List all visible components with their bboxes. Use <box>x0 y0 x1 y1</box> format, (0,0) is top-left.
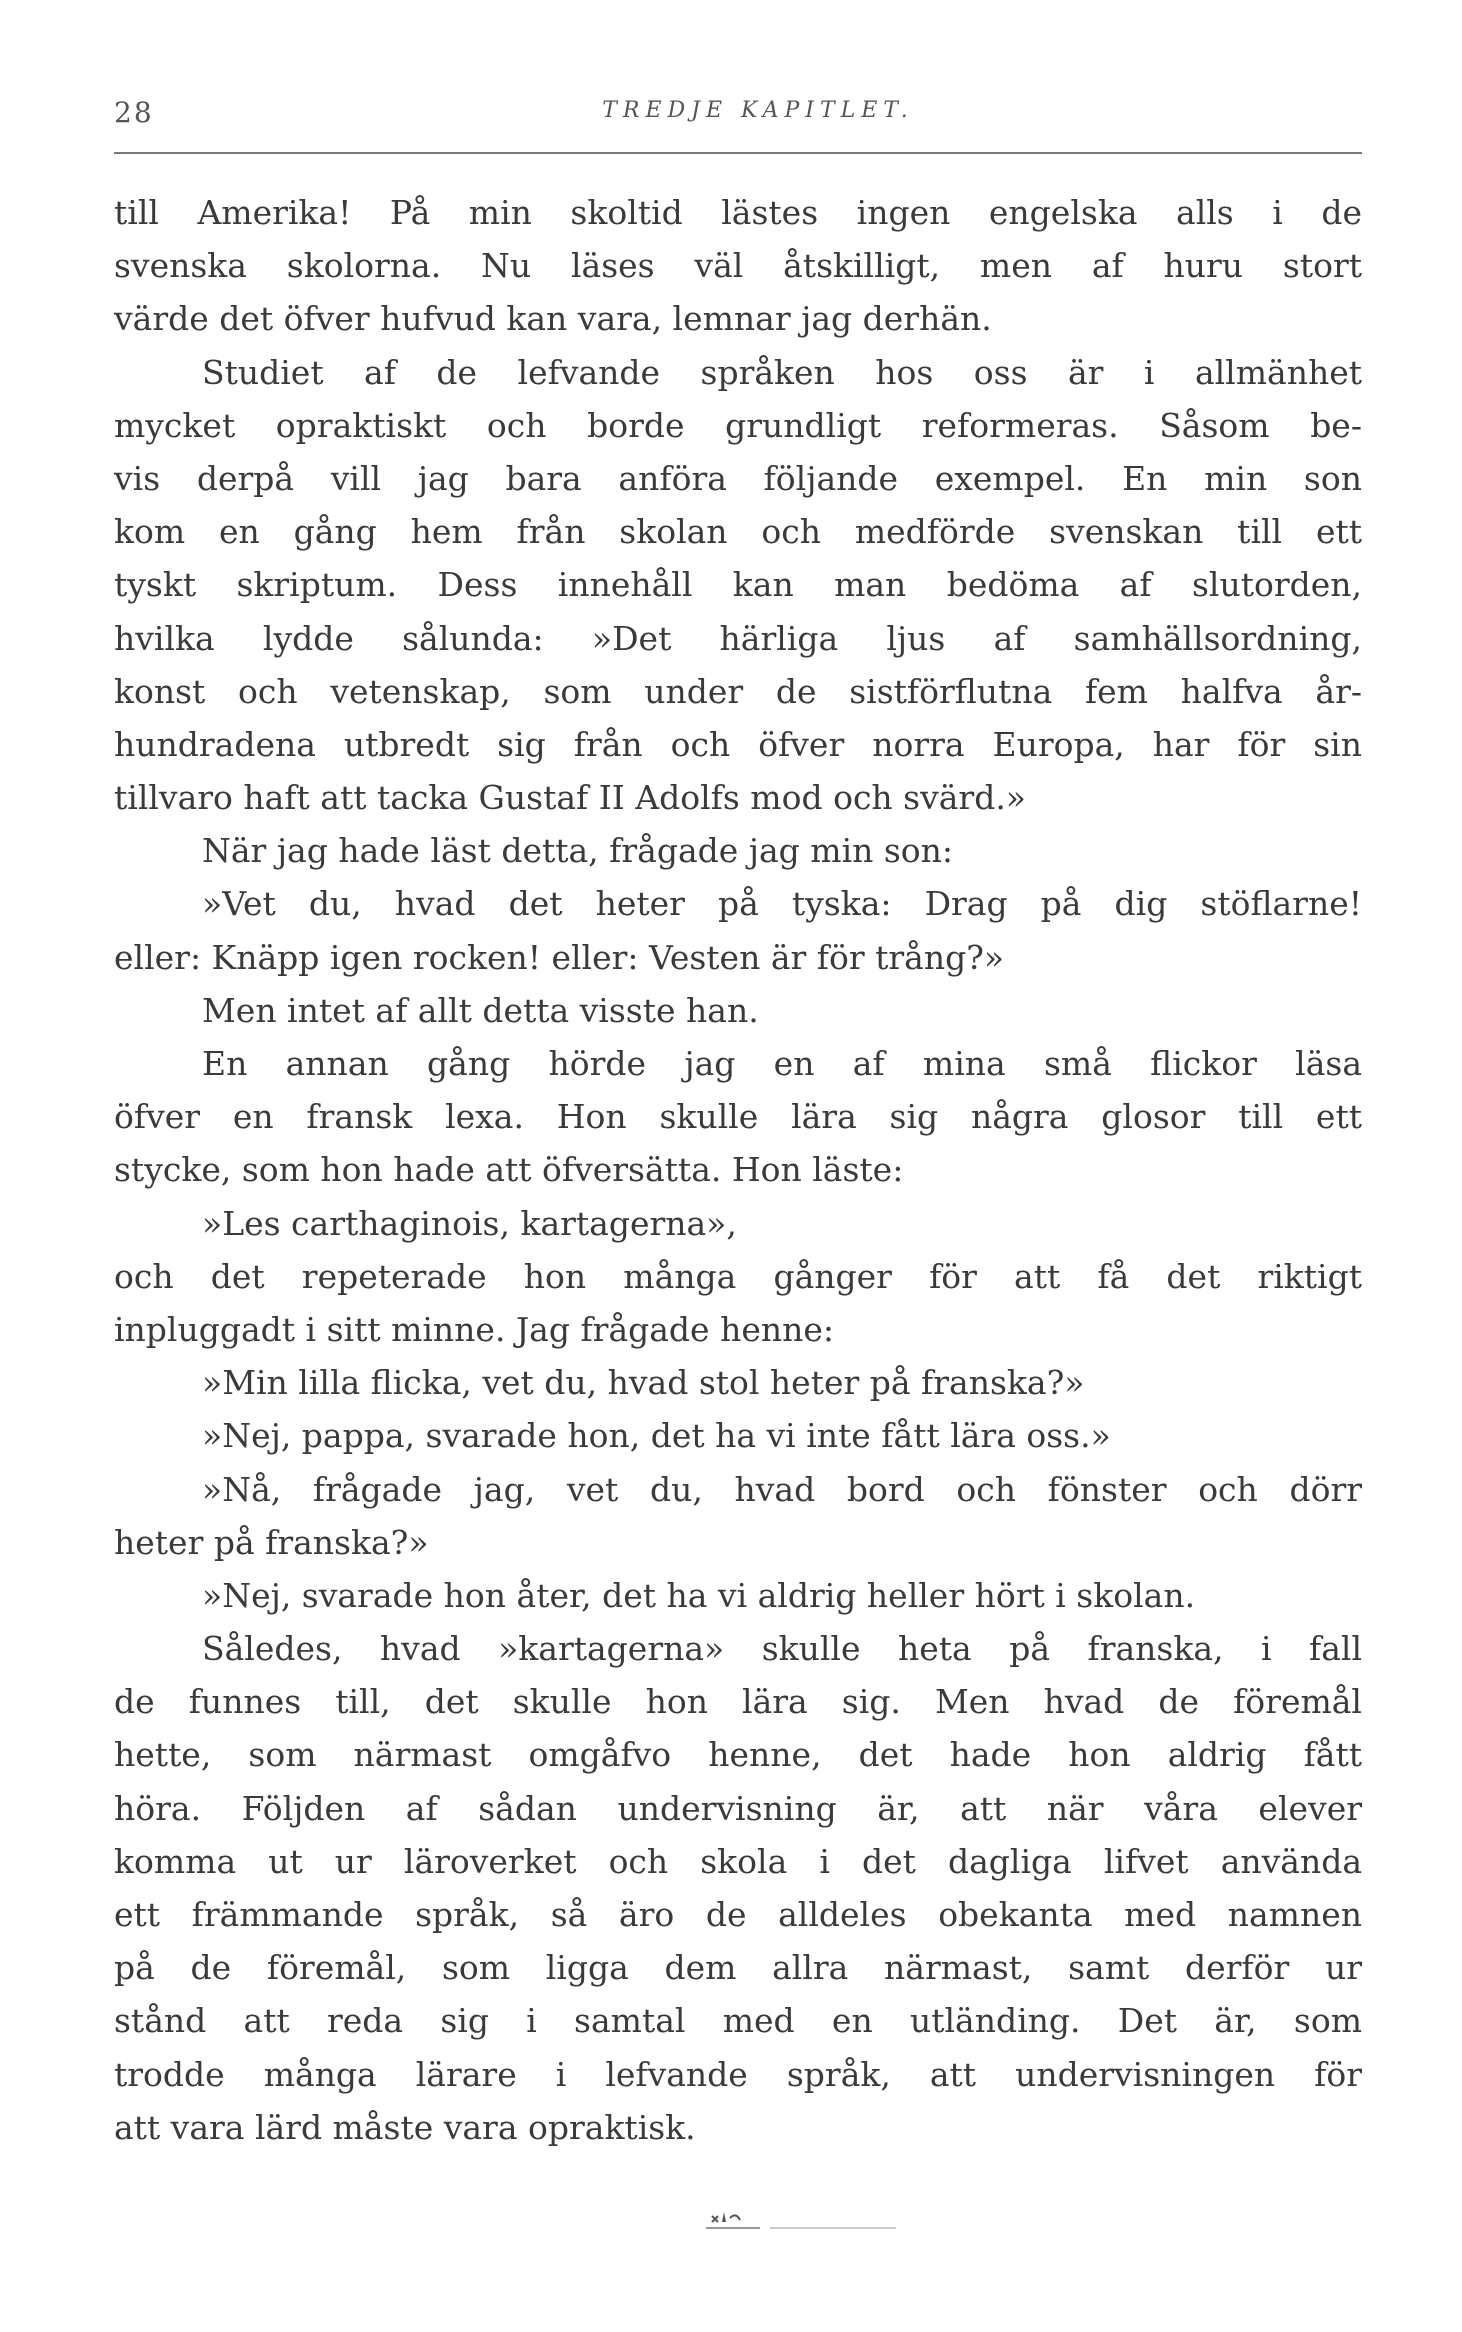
text-line: »Nå, frågade jag, vet du, hvad bord och fönster och dörr <box>202 1469 1362 1509</box>
text-line: »Min lilla flicka, vet du, hvad stol heter på franska?» <box>202 1363 1085 1403</box>
text-line: och det repeterade hon många gånger för att få det riktigt <box>114 1256 1362 1296</box>
text-line: stycke, som hon hade att öfversätta. Hon läste: <box>114 1150 904 1190</box>
text-line: tillvaro haft att tacka Gustaf II Adolfs mod och svärd.» <box>114 778 1026 818</box>
text-line: inpluggadt i sitt minne. Jag frågade henne: <box>114 1309 835 1349</box>
page-number: 28 <box>114 96 154 129</box>
text-line: konst och vetenskap, som under de sistförflutna fem halfva år- <box>114 671 1362 711</box>
text-line: komma ut ur läroverket och skola i det dagliga lifvet använda <box>114 1841 1362 1881</box>
text-line: ett främmande språk, så äro de alldeles obekanta med namnen <box>114 1895 1362 1934</box>
text-line: höra. Följden af sådan undervisning är, att när våra elever <box>114 1788 1362 1828</box>
text-line: »Les carthaginois, kartagerna», <box>202 1203 737 1243</box>
text-line: mycket opraktiskt och borde grundligt reformeras. Såsom be- <box>114 405 1362 445</box>
text-line: heter på franska?» <box>114 1522 429 1562</box>
text-line: att vara lärd måste vara opraktisk. <box>114 2107 696 2147</box>
text-line: »Nej, svarade hon åter, det ha vi aldrig heller hört i skolan. <box>202 1575 1196 1615</box>
text-line: hvilka lydde sålunda: »Det härliga ljus af samhällsordning, <box>114 618 1362 658</box>
text-line: Men intet af allt detta visste han. <box>202 990 759 1030</box>
text-line: på de föremål, som ligga dem allra närmast, samt derför ur <box>114 1948 1362 1988</box>
text-line: till Amerika! På min skoltid lästes ingen engelska alls i de <box>114 193 1362 232</box>
body-text <box>114 186 1362 2154</box>
text-line: hette, som närmast omgåfvo henne, det hade hon aldrig fått <box>114 1735 1362 1775</box>
text-line: tyskt skriptum. Dess innehåll kan man bedöma af slutorden, <box>114 565 1362 605</box>
running-title: TREDJE KAPITLET. <box>602 98 914 123</box>
text-line: När jag hade läst detta, frågade jag min son: <box>202 831 954 871</box>
text-line: de funnes till, det skulle hon lära sig. Men hvad de föremål <box>114 1682 1362 1722</box>
text-line: stånd att reda sig i samtal med en utländing. Det är, som <box>114 2001 1362 2041</box>
text-line: svenska skolorna. Nu läses väl åtskilligt, men af huru stort <box>114 246 1362 286</box>
text-line: öfver en fransk lexa. Hon skulle lära sig några glosor till ett <box>114 1097 1362 1137</box>
header-rule <box>114 152 1362 154</box>
text-line: hundradena utbredt sig från och öfver norra Europa, har för sin <box>114 724 1362 764</box>
text-line: trodde många lärare i lefvande språk, att undervisningen för <box>114 2054 1362 2094</box>
tailpiece-ornament-icon <box>700 2208 900 2238</box>
text-line: eller: Knäpp igen rocken! eller: Vesten är för trång?» <box>114 937 1005 977</box>
text-line: Studiet af de lefvande språken hos oss är i allmänhet <box>202 352 1362 392</box>
text-line: Således, hvad »kartagerna» skulle heta på franska, i fall <box>202 1629 1362 1669</box>
text-line: »Vet du, hvad det heter på tyska: Drag på dig stöflarne! <box>202 884 1362 924</box>
text-line: kom en gång hem från skolan och medförde svenskan till ett <box>114 512 1362 552</box>
text-line: En annan gång hörde jag en af mina små flickor läsa <box>202 1044 1362 1083</box>
text-line: värde det öfver hufvud kan vara, lemnar jag derhän. <box>114 299 992 339</box>
running-head <box>114 96 1362 136</box>
text-line: vis derpå vill jag bara anföra följande exempel. En min son <box>114 458 1362 498</box>
text-line: »Nej, pappa, svarade hon, det ha vi inte fått lära oss.» <box>202 1416 1111 1456</box>
